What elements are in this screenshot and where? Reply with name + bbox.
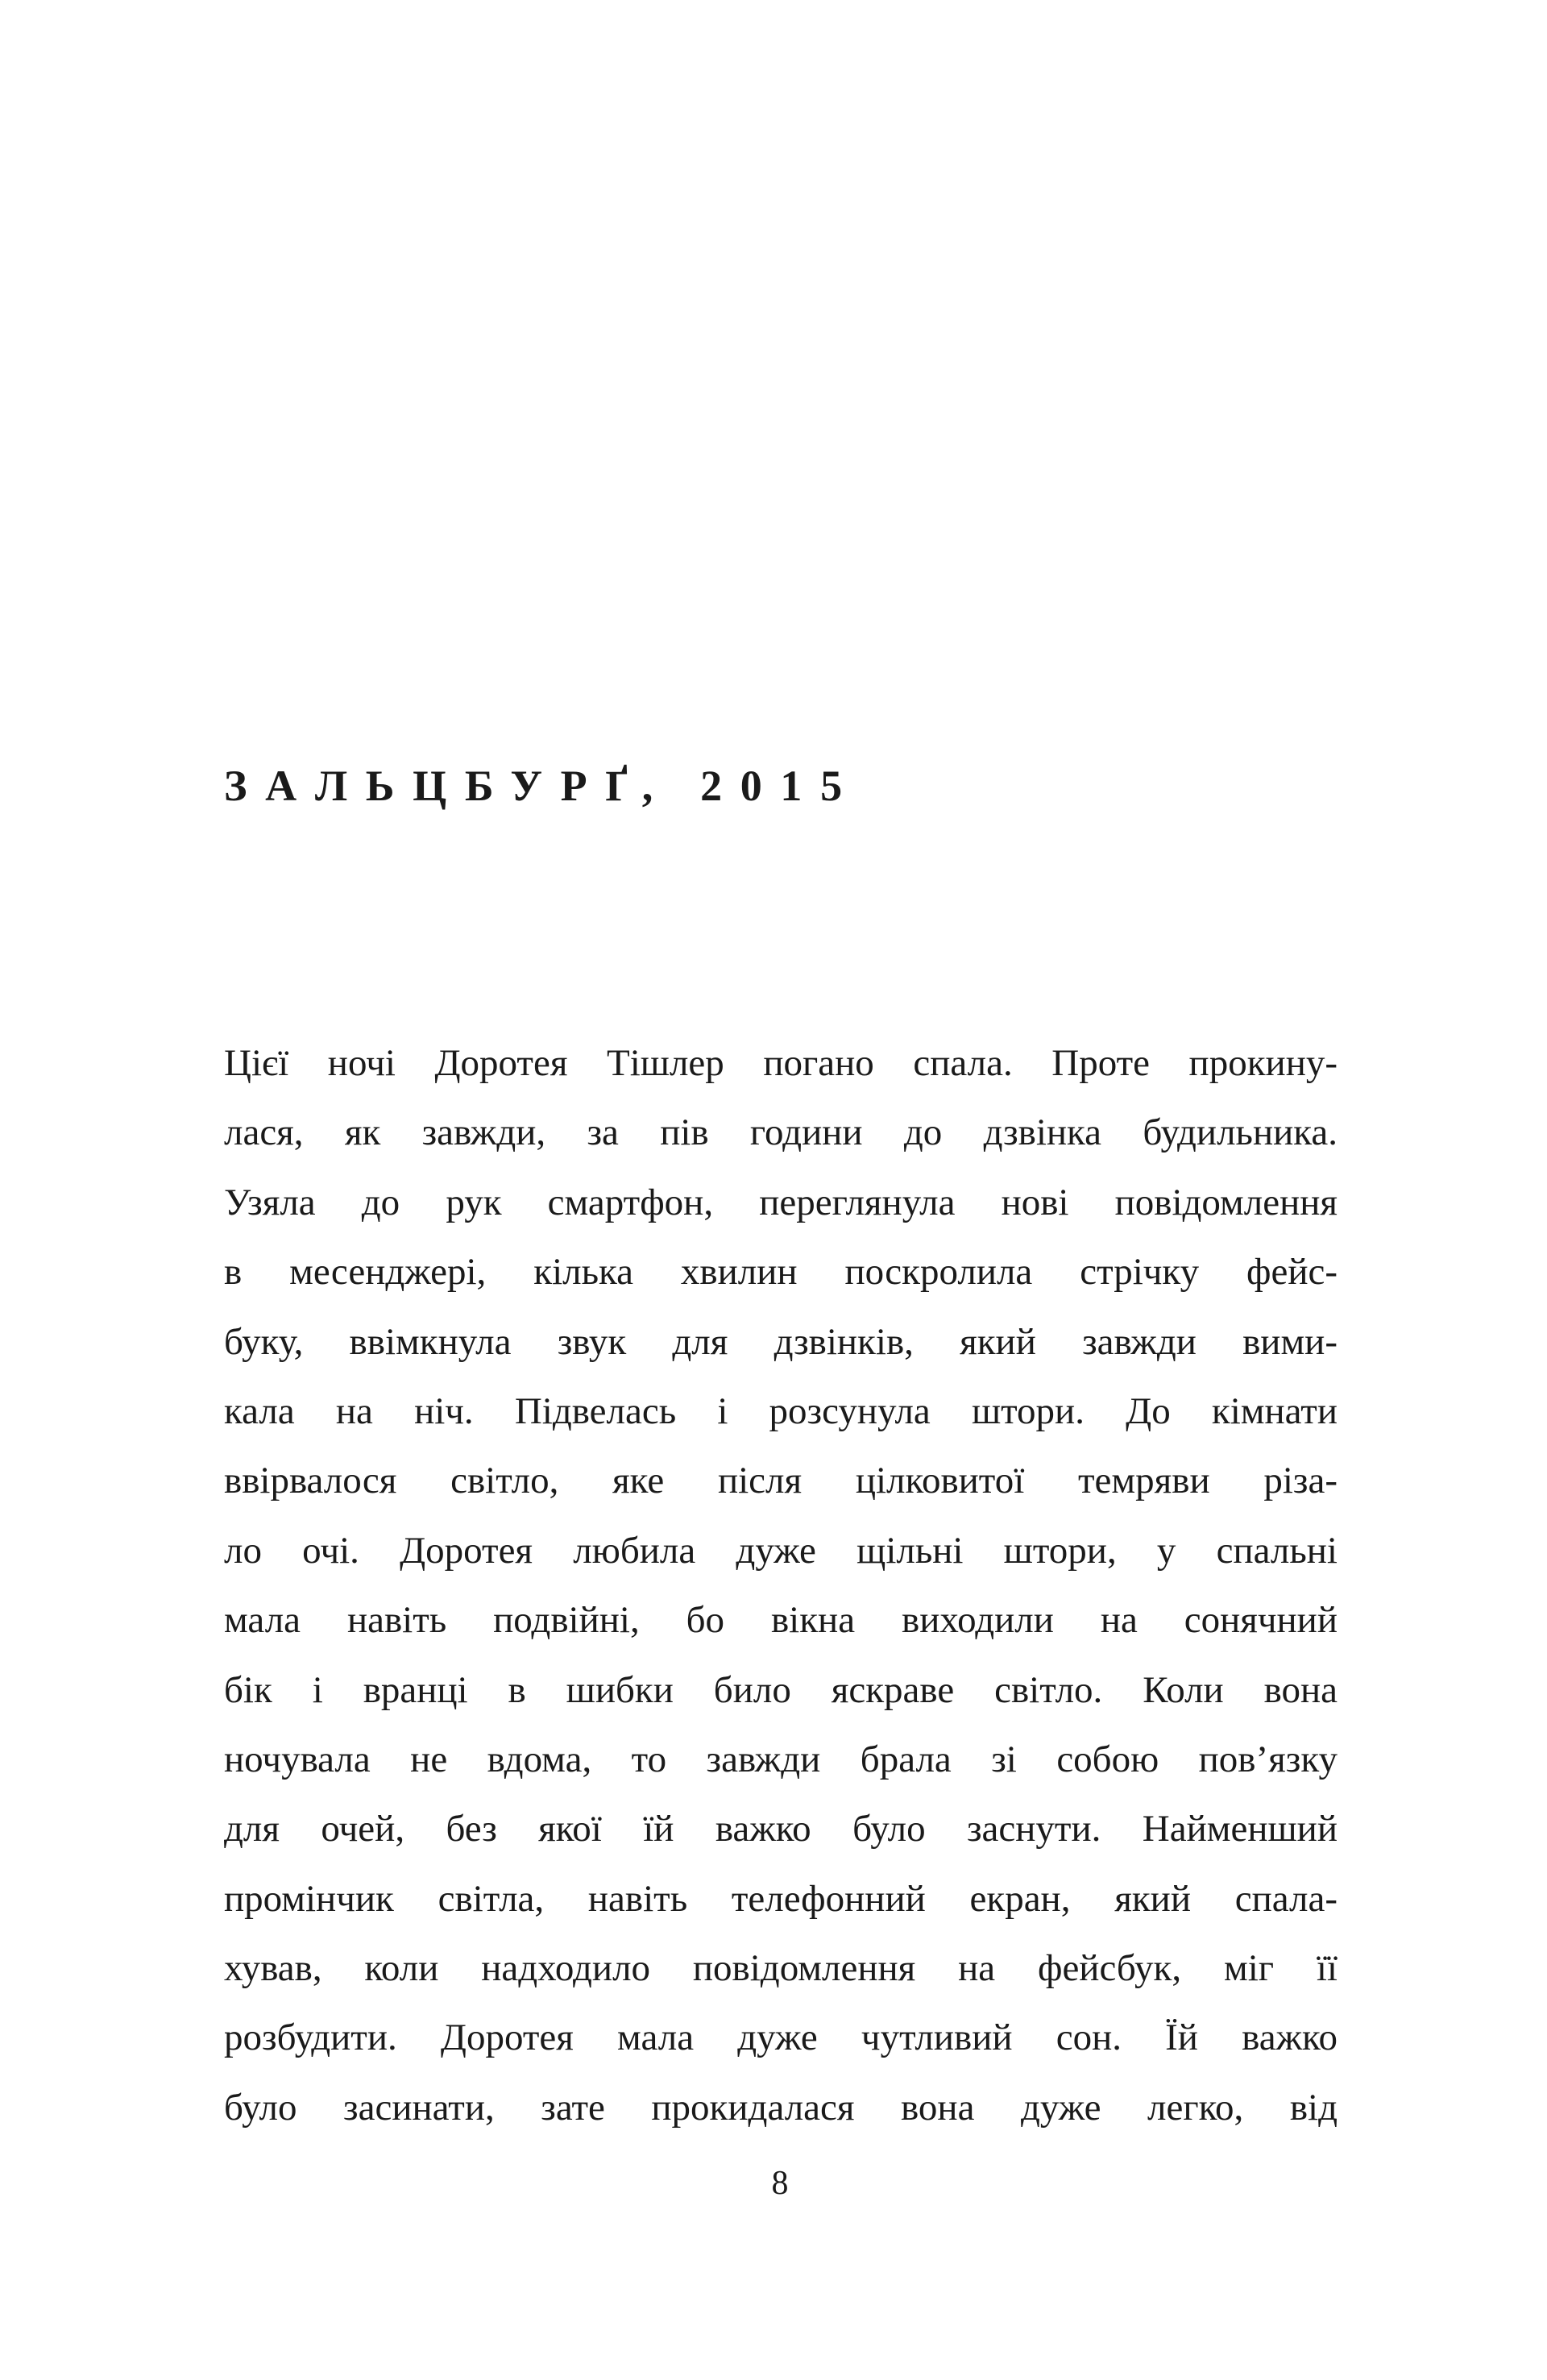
text-line: Цієї ночі Доротея Тішлер погано спала. Проте прокину- bbox=[224, 1042, 1338, 1084]
text-line: Узяла до рук смартфон, переглянула нові повідомлення bbox=[224, 1181, 1338, 1223]
text-line: бік і вранці в шибки било яскраве світло. Коли вона bbox=[224, 1668, 1338, 1711]
text-line: в месенджері, кілька хвилин поскролила стрічку фейс- bbox=[224, 1251, 1338, 1294]
text-line: буку, ввімкнула звук для дзвінків, який завжди вими- bbox=[224, 1320, 1338, 1363]
page-number: 8 bbox=[771, 2165, 789, 2202]
text-line: ло очі. Доротея любила дуже щільні штори, у спальні bbox=[224, 1529, 1338, 1572]
text-line: ночувала не вдома, то завжди брала зі собою пов’язку bbox=[224, 1738, 1338, 1780]
text-line: кала на ніч. Підвелась і розсунула штори. До кімнати bbox=[224, 1389, 1338, 1432]
text-line: хував, коли надходило повідомлення на фейсбук, міг її bbox=[224, 1947, 1338, 1990]
text-line: було засинати, зате прокидалася вона дуже легко, від bbox=[224, 2086, 1338, 2129]
text-line: ввірвалося світло, яке після цілковитої темряви різа- bbox=[224, 1460, 1338, 1502]
text-line: мала навіть подвійні, бо вікна виходили на сонячний bbox=[224, 1599, 1338, 1642]
text-line: для очей, без якої їй важко було заснути. Найменший bbox=[224, 1808, 1338, 1850]
text-line: промінчик світла, навіть телефонний екран, який спала- bbox=[224, 1877, 1338, 1920]
body-text bbox=[224, 1028, 1338, 2142]
text-line: лася, як завжди, за пів години до дзвінка будильника. bbox=[224, 1111, 1338, 1154]
chapter-title: ЗАЛЬЦБУРҐ, 2015 bbox=[224, 762, 861, 810]
text-line: розбудити. Доротея мала дуже чутливий сон. Їй важко bbox=[224, 2017, 1338, 2059]
